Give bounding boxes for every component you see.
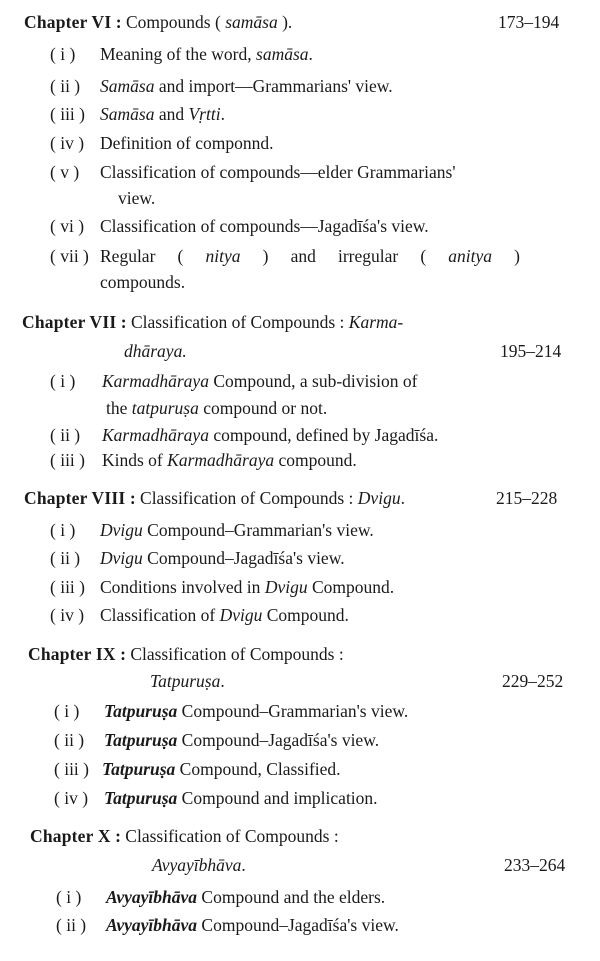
chapter-9-title-continuation bbox=[150, 671, 225, 692]
chapter-8-title-pre: Classification of Compounds : bbox=[140, 488, 358, 508]
chapter-9-item-2 bbox=[54, 730, 379, 751]
chapter-10-label: Chapter X bbox=[30, 826, 111, 846]
chapter-10-pages: 233–264 bbox=[504, 855, 566, 875]
item-text-post: Compound. bbox=[262, 605, 349, 625]
chapter-8-heading bbox=[24, 488, 405, 509]
chapter-10-item-1 bbox=[56, 887, 385, 908]
item-number: ( iv ) bbox=[50, 133, 85, 153]
item-number: ( iv ) bbox=[50, 605, 85, 625]
chapter-6-item-7-continuation: compounds. bbox=[100, 272, 186, 292]
chapter-6-item-5-continuation: view. bbox=[118, 188, 156, 208]
item-number: ( ii ) bbox=[50, 76, 81, 96]
chapter-8-title-post: . bbox=[400, 488, 405, 508]
item-text: Conditions involved in bbox=[100, 577, 265, 597]
item-text-post: Compound. bbox=[307, 577, 395, 597]
chapter-6-item-6 bbox=[50, 216, 429, 237]
item-number: ( vii ) bbox=[50, 246, 89, 266]
chapter-7-title-pre: Classification of Compounds : bbox=[131, 312, 349, 332]
item-text: the bbox=[106, 398, 132, 418]
chapter-10-item-2 bbox=[56, 915, 399, 936]
chapter-9-title-italic: Tatpuruṣa bbox=[150, 671, 221, 691]
chapter-9-item-1 bbox=[54, 701, 408, 722]
item-text: Classification of compounds—Jagadīśa's view. bbox=[100, 216, 429, 236]
chapter-7-title-italic: Karma- bbox=[348, 312, 404, 332]
item-text: Classification of bbox=[100, 605, 220, 625]
chapter-7-item-1 bbox=[50, 371, 418, 392]
chapter-9-heading bbox=[28, 644, 344, 665]
item-text-post: Compound–Jagadīśa's view. bbox=[177, 730, 380, 750]
chapter-8-title-italic: Dvigu bbox=[357, 488, 401, 508]
chapter-10-title-continuation bbox=[152, 855, 246, 876]
chapter-9-pages: 229–252 bbox=[502, 671, 564, 691]
item-italic: Tatpuruṣa bbox=[104, 701, 178, 721]
item-italic: Dvigu bbox=[219, 605, 263, 625]
chapter-9-label: Chapter IX bbox=[28, 644, 116, 664]
chapter-7-item-3 bbox=[50, 450, 357, 471]
item-text-post: compound. bbox=[274, 450, 357, 470]
item-italic: Dvigu bbox=[100, 548, 143, 568]
item-number: ( ii ) bbox=[50, 425, 81, 445]
chapter-8-item-2 bbox=[50, 548, 345, 569]
item-italic-2: Vṛtti bbox=[188, 104, 221, 124]
chapter-10-separator: : bbox=[110, 826, 126, 846]
chapter-8-label: Chapter VIII bbox=[24, 488, 126, 508]
item-number: ( i ) bbox=[50, 44, 76, 64]
chapter-6-item-3 bbox=[50, 104, 225, 125]
item-text-post: Compound, Classified. bbox=[175, 759, 341, 779]
chapter-6-item-4 bbox=[50, 133, 274, 154]
chapter-9-item-3 bbox=[54, 759, 341, 780]
item-number: ( iii ) bbox=[50, 577, 85, 597]
chapter-7-pages: 195–214 bbox=[500, 341, 562, 361]
item-number: ( ii ) bbox=[50, 548, 81, 568]
item-italic: tatpuruṣa bbox=[131, 398, 199, 418]
item-italic: Samāsa bbox=[100, 76, 155, 96]
item-text-post: Compound and the elders. bbox=[197, 887, 386, 907]
chapter-9-item-4 bbox=[54, 788, 378, 809]
chapter-8-item-3 bbox=[50, 577, 394, 598]
chapter-7-item-2 bbox=[50, 425, 438, 446]
item-text-post: . bbox=[308, 44, 313, 64]
chapter-6-item-2 bbox=[50, 76, 393, 97]
item-text-justified: Regular ( nitya ) and irregular ( anitya ) bbox=[100, 246, 520, 266]
item-text-post: compound, defined by Jagadīśa. bbox=[208, 425, 439, 445]
chapter-8-item-1 bbox=[50, 520, 374, 541]
chapter-9-separator: : bbox=[115, 644, 131, 664]
chapter-6-item-5 bbox=[50, 162, 456, 183]
item-number: ( i ) bbox=[56, 887, 82, 907]
item-number: ( v ) bbox=[50, 162, 80, 182]
chapter-9-title-post: . bbox=[220, 671, 225, 691]
item-italic: Karmadhāraya bbox=[102, 371, 209, 391]
item-italic: Dvigu bbox=[100, 520, 143, 540]
item-number: ( ii ) bbox=[54, 730, 85, 750]
item-italic: Dvigu bbox=[264, 577, 308, 597]
item-text-post: compound or not. bbox=[198, 398, 328, 418]
item-text-post: and import—Grammarians' view. bbox=[154, 76, 393, 96]
chapter-7-separator: : bbox=[116, 312, 131, 332]
item-italic: Tatpuruṣa bbox=[104, 788, 178, 808]
item-number: ( i ) bbox=[54, 701, 80, 721]
item-number: ( i ) bbox=[50, 520, 76, 540]
item-text-post: Compound–Jagadīśa's view. bbox=[197, 915, 399, 935]
item-italic: samāsa bbox=[256, 44, 309, 64]
chapter-6-title-italic: samāsa bbox=[225, 12, 278, 32]
item-number: ( vi ) bbox=[50, 216, 85, 236]
item-text: Classification of compounds—elder Grammarians' bbox=[100, 162, 456, 182]
chapter-10-title-pre: Classification of Compounds : bbox=[125, 826, 339, 846]
item-text: Kinds of bbox=[102, 450, 168, 470]
item-italic: Karmadhāraya bbox=[167, 450, 275, 470]
chapter-6-label: Chapter VI bbox=[24, 12, 112, 32]
chapter-7-label: Chapter VII bbox=[22, 312, 117, 332]
chapter-8-pages: 215–228 bbox=[496, 488, 558, 508]
item-number: ( i ) bbox=[50, 371, 76, 391]
chapter-6-heading bbox=[24, 12, 292, 33]
chapter-6-item-1 bbox=[50, 44, 313, 65]
item-number: ( ii ) bbox=[56, 915, 87, 935]
item-italic: Samāsa bbox=[100, 104, 155, 124]
chapter-7-heading bbox=[22, 312, 403, 333]
chapter-6-title-post: ). bbox=[277, 12, 293, 32]
item-text-post: Compound, a sub-division of bbox=[208, 371, 418, 391]
chapter-7-item-1-continuation bbox=[106, 398, 327, 419]
item-italic: Avyayībhāva bbox=[106, 915, 198, 935]
item-italic: Karmadhāraya bbox=[102, 425, 209, 445]
chapter-9-title-pre: Classification of Compounds : bbox=[130, 644, 344, 664]
chapter-6-item-7 bbox=[50, 246, 520, 267]
item-number: ( iii ) bbox=[50, 104, 85, 124]
item-text-mid: and bbox=[154, 104, 189, 124]
chapter-7-title-continuation: dhāraya. bbox=[124, 341, 187, 361]
item-text-post: Compound–Jagadīśa's view. bbox=[142, 548, 345, 568]
item-text: Definition of componnd. bbox=[100, 133, 274, 153]
chapter-10-title-italic: Avyayībhāva bbox=[152, 855, 242, 875]
item-text-post: . bbox=[220, 104, 225, 124]
item-italic: Avyayībhāva bbox=[106, 887, 198, 907]
item-number: ( iii ) bbox=[54, 759, 89, 779]
chapter-8-item-4 bbox=[50, 605, 349, 626]
chapter-6-pages: 173–194 bbox=[498, 12, 560, 32]
item-italic: Tatpuruṣa bbox=[102, 759, 176, 779]
chapter-10-heading bbox=[30, 826, 339, 847]
chapter-8-separator: : bbox=[125, 488, 141, 508]
item-number: ( iii ) bbox=[50, 450, 85, 470]
item-number: ( iv ) bbox=[54, 788, 89, 808]
item-text-post: Compound–Grammarian's view. bbox=[177, 701, 409, 721]
item-text: Meaning of the word, bbox=[100, 44, 257, 64]
chapter-10-title-post: . bbox=[241, 855, 246, 875]
chapter-6-separator: : bbox=[111, 12, 126, 32]
item-text-post: Compound–Grammarian's view. bbox=[142, 520, 374, 540]
item-text-post: Compound and implication. bbox=[177, 788, 378, 808]
chapter-6-title-pre: Compounds ( bbox=[126, 12, 226, 32]
item-italic: Tatpuruṣa bbox=[104, 730, 178, 750]
